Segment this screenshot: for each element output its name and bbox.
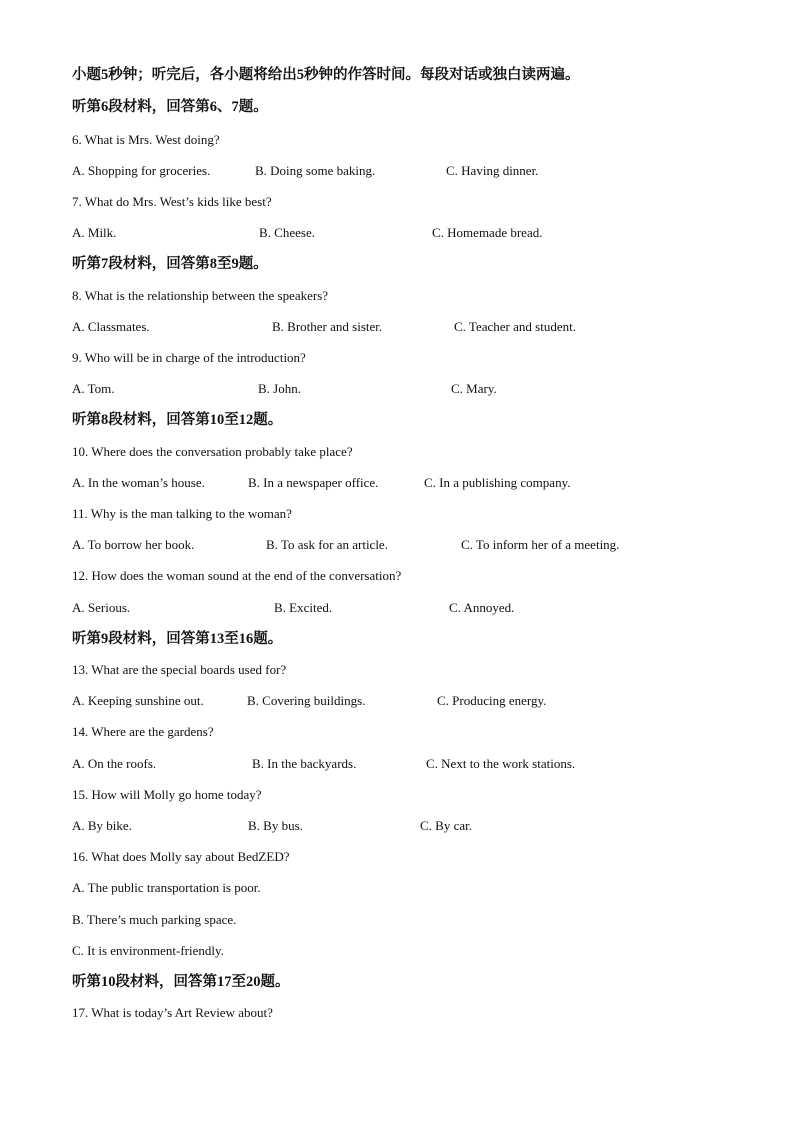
option-c: C. In a publishing company. [424, 475, 571, 490]
option-c: C. Homemade bread. [432, 225, 543, 240]
option-b: B. By bus. [248, 818, 303, 833]
section-heading: 听第6段材料，回答第6、7题。 [72, 99, 268, 115]
option-b: B. Doing some baking. [255, 163, 376, 178]
option-a: A. Tom. [72, 381, 115, 396]
option-b: B. Excited. [274, 600, 333, 615]
question-8: 8. What is the relationship between the speakers? [72, 288, 329, 303]
option-16-b: B. There’s much parking space. [72, 912, 237, 927]
option-a: A. By bike. [72, 818, 132, 833]
question-11: 11. Why is the man talking to the woman? [72, 506, 292, 521]
option-a: A. To borrow her book. [72, 537, 195, 552]
question-10: 10. Where does the conversation probably take place? [72, 444, 353, 459]
option-c: C. Annoyed. [449, 600, 515, 615]
option-c: C. Teacher and student. [454, 319, 576, 334]
option-b: B. To ask for an article. [266, 537, 388, 552]
option-c: C. Next to the work stations. [426, 756, 576, 771]
option-c: C. Mary. [451, 381, 497, 396]
option-c: C. To inform her of a meeting. [461, 537, 620, 552]
question-15: 15. How will Molly go home today? [72, 787, 262, 802]
question-17: 17. What is today’s Art Review about? [72, 1005, 273, 1020]
question-12: 12. How does the woman sound at the end of the conversation? [72, 568, 402, 583]
section-heading: 听第7段材料，回答第8至9题。 [72, 256, 268, 272]
option-a: A. On the roofs. [72, 756, 157, 771]
question-14: 14. Where are the gardens? [72, 724, 214, 739]
question-13: 13. What are the special boards used for? [72, 662, 287, 677]
option-a: A. Keeping sunshine out. [72, 693, 204, 708]
option-a: A. Classmates. [72, 319, 150, 334]
option-c: C. Producing energy. [437, 693, 547, 708]
option-b: B. John. [258, 381, 301, 396]
question-16: 16. What does Molly say about BedZED? [72, 849, 290, 864]
option-a: A. Shopping for groceries. [72, 163, 211, 178]
question-9: 9. Who will be in charge of the introduction? [72, 350, 306, 365]
option-b: B. In a newspaper office. [248, 475, 379, 490]
section-heading: 听第10段材料，回答第17至20题。 [72, 974, 290, 990]
option-a: A. Serious. [72, 600, 131, 615]
option-c: C. By car. [420, 818, 472, 833]
option-b: B. Covering buildings. [247, 693, 366, 708]
question-6: 6. What is Mrs. West doing? [72, 132, 220, 147]
option-b: B. Cheese. [259, 225, 315, 240]
option-a: A. In the woman’s house. [72, 475, 205, 490]
option-b: B. In the backyards. [252, 756, 357, 771]
section-heading: 听第9段材料，回答第13至16题。 [72, 631, 283, 647]
option-16-c: C. It is environment-friendly. [72, 943, 224, 958]
question-7: 7. What do Mrs. West’s kids like best? [72, 194, 272, 209]
option-c: C. Having dinner. [446, 163, 539, 178]
option-b: B. Brother and sister. [272, 319, 383, 334]
option-a: A. Milk. [72, 225, 117, 240]
option-16-a: A. The public transportation is poor. [72, 880, 261, 895]
instructions-intro: 小题5秒钟；听完后，各小题将给出5秒钟的作答时间。每段对话或独白读两遍。 [72, 67, 580, 83]
section-heading: 听第8段材料，回答第10至12题。 [72, 412, 283, 428]
